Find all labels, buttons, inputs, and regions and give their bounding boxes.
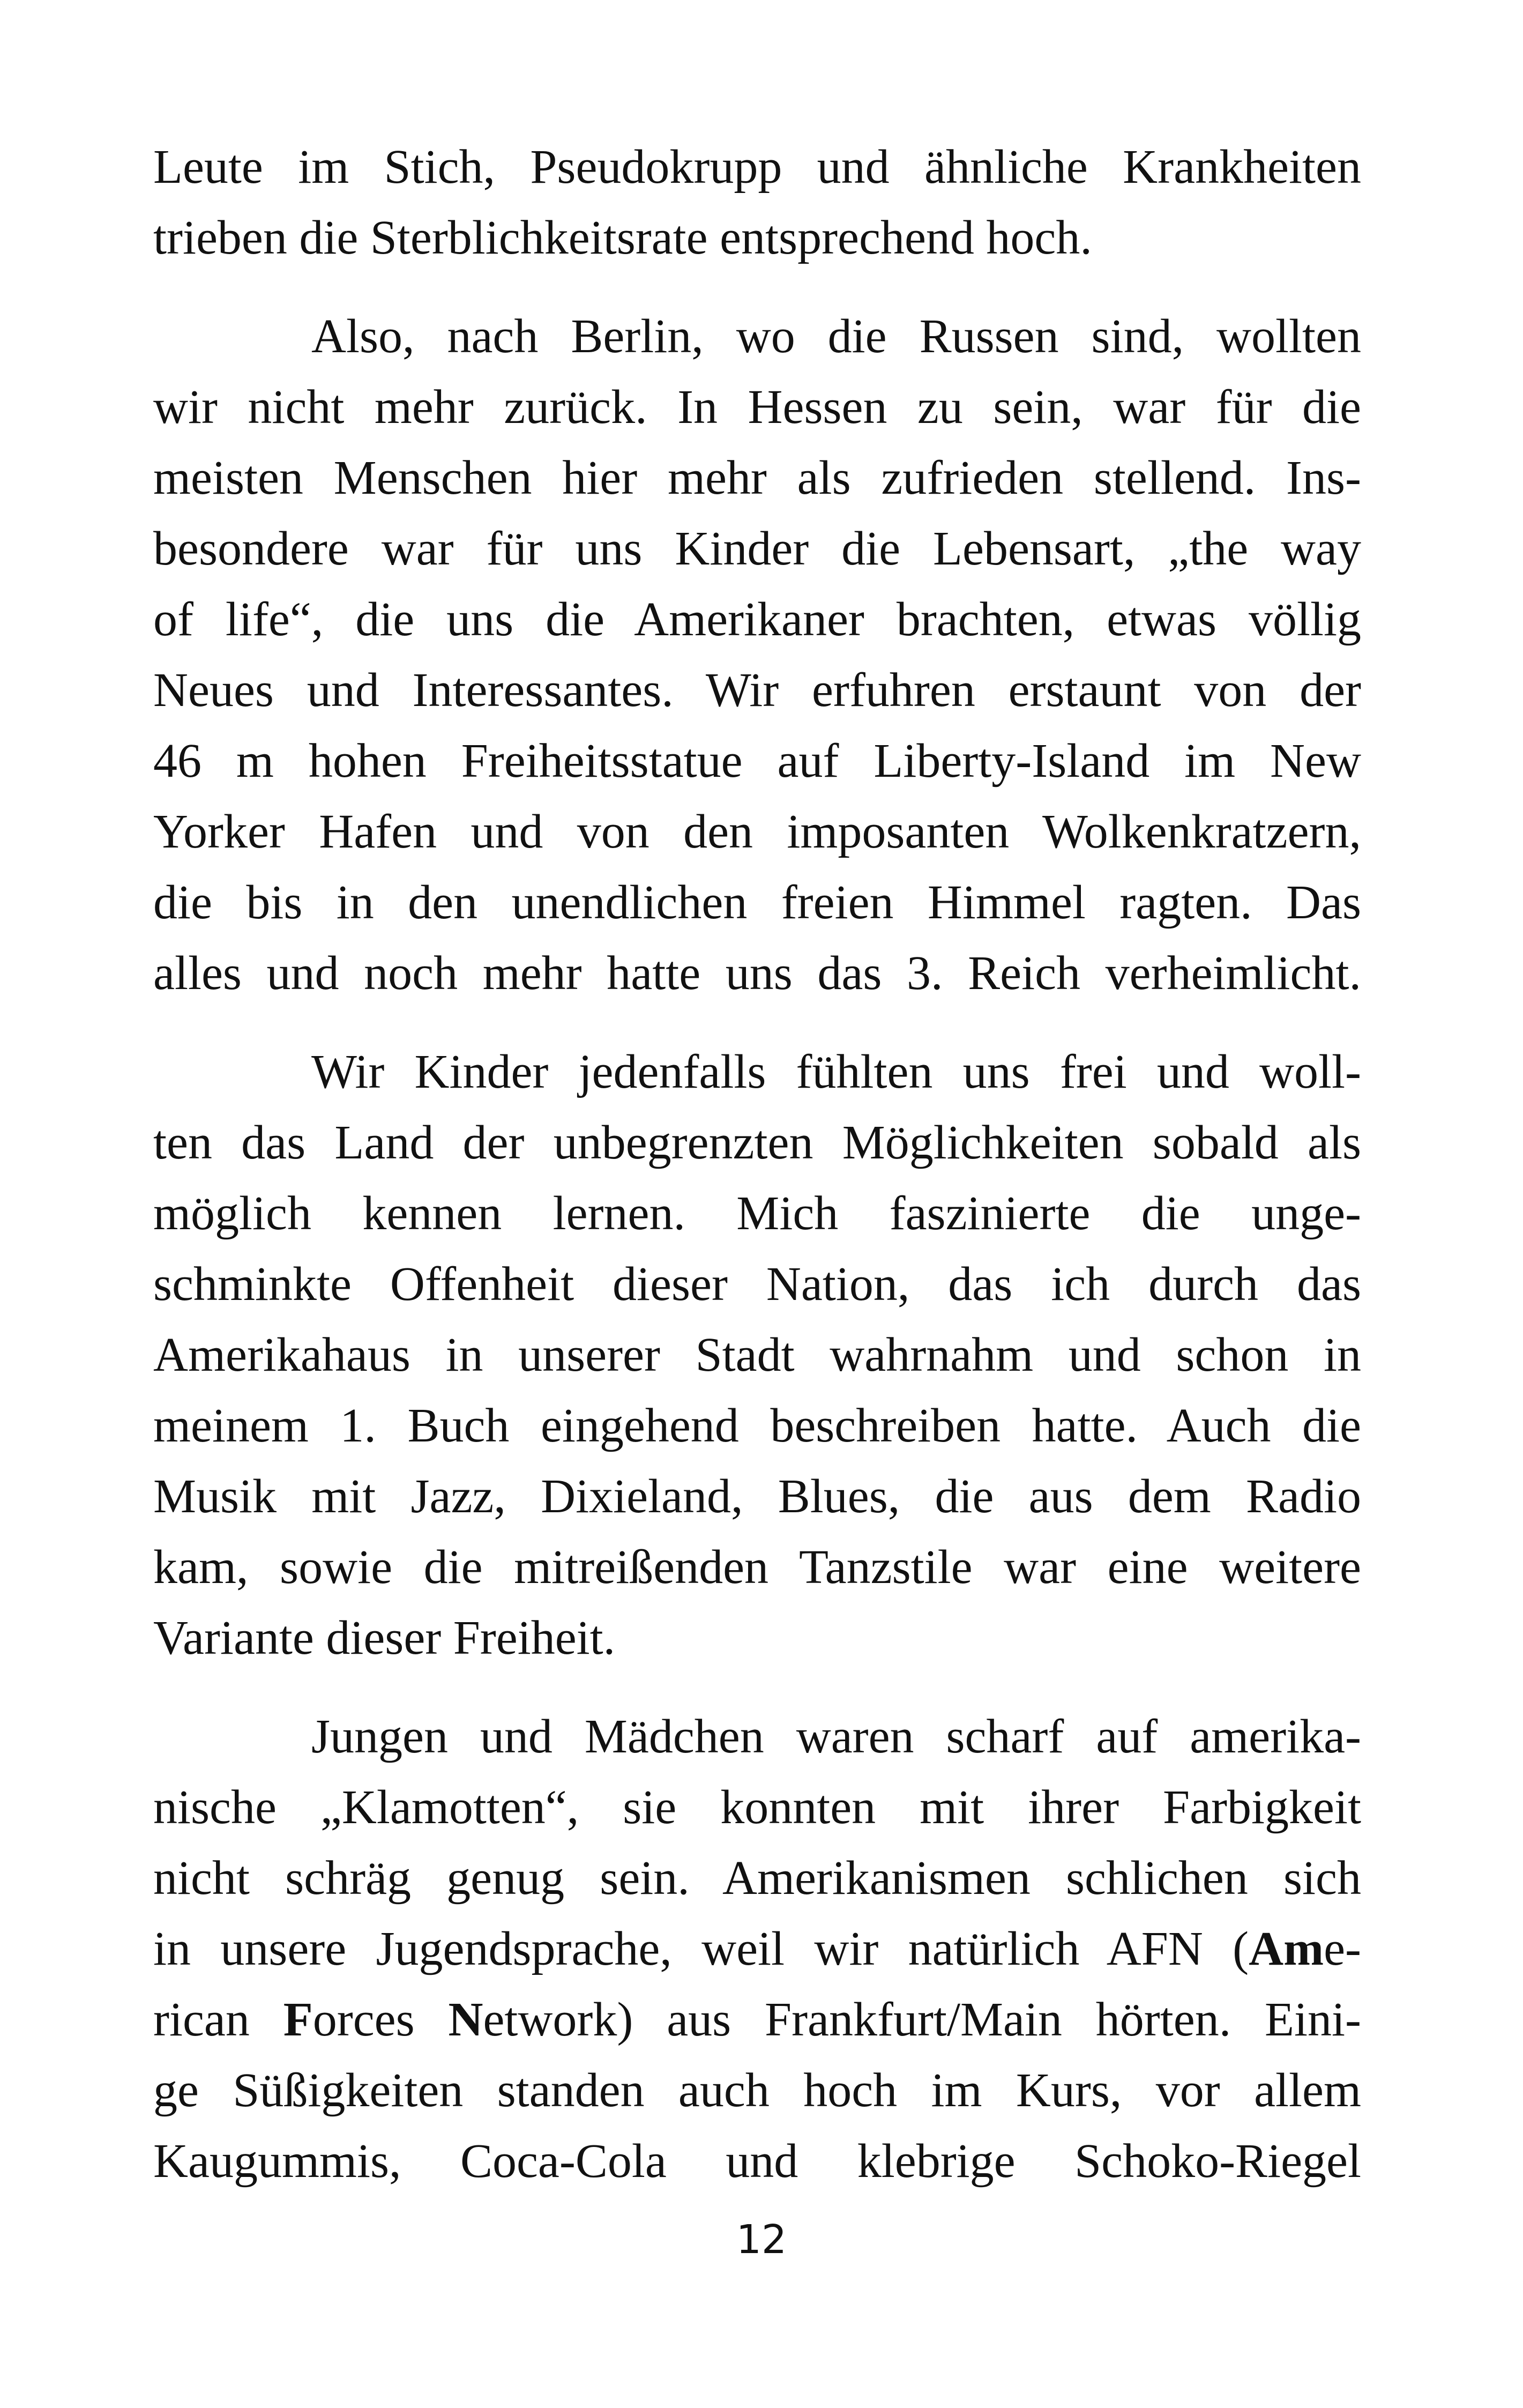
text-line [153, 1985, 1361, 2055]
text-line: meisten Menschen hier mehr als zufrieden stellend. Ins- [153, 451, 1361, 504]
text-line: Also, nach Berlin, wo die Russen sind, wollten [311, 310, 1361, 363]
bold-initial: F [283, 1993, 313, 2046]
paragraph-4 [153, 1701, 1361, 2197]
text-line: Wir Kinder jedenfalls fühlten uns frei und woll- [311, 1045, 1361, 1098]
text-line: Musik mit Jazz, Dixieland, Blues, die aus dem Radio [153, 1470, 1361, 1523]
text-line: meinem 1. Buch eingehend beschreiben hatte. Auch die [153, 1399, 1361, 1452]
paragraph-1 [153, 132, 1361, 273]
text-line: Kaugummis, Coca-Cola und klebrige Schoko-Riegel [153, 2135, 1361, 2188]
text-line: wir nicht mehr zurück. In Hessen zu sein, war für die [153, 381, 1361, 434]
text-line: 46 m hohen Freiheitsstatue auf Liberty-Island im New [153, 734, 1361, 787]
text-line: of life“, die uns die Amerikaner brachten, etwas völlig [153, 593, 1361, 646]
text-line: Jungen und Mädchen waren scharf auf amerika- [311, 1710, 1361, 1763]
text-segment: orces [312, 1993, 449, 2046]
text-segment: e- [1324, 1922, 1361, 1975]
text-line: Variante dieser Freiheit. [153, 1611, 616, 1664]
text-line: Neues und Interessantes. Wir erfuhren erstaunt von der [153, 664, 1361, 717]
document-page [153, 132, 1361, 2197]
text-segment: etwork) aus Frankfurt/Main hörten. Eini- [483, 1993, 1362, 2046]
text-line: nicht schräg genug sein. Amerikanismen schlichen sich [153, 1852, 1361, 1905]
bold-initial: Am [1249, 1922, 1324, 1975]
text-line: die bis in den unendlichen freien Himmel ragten. Das [153, 876, 1361, 929]
text-segment: in unsere Jugendsprache, weil wir natürlich AFN ( [153, 1922, 1249, 1975]
text-segment: rican [153, 1993, 283, 2046]
text-line: alles und noch mehr hatte uns das 3. Reich verheimlicht. [153, 947, 1361, 1000]
paragraph-3 [153, 1037, 1361, 1674]
text-line: kam, sowie die mitreißenden Tanzstile war eine weitere [153, 1541, 1361, 1594]
text-line: Leute im Stich, Pseudokrupp und ähnliche Krankheiten [153, 140, 1361, 194]
text-line [153, 1914, 1361, 1985]
page-number: 12 [736, 2217, 787, 2263]
text-line: trieben die Sterblichkeitsrate entsprechend hoch. [153, 211, 1092, 264]
paragraph-2 [153, 301, 1361, 1009]
text-line: Yorker Hafen und von den imposanten Wolkenkratzern, [153, 805, 1361, 858]
text-line: schminkte Offenheit dieser Nation, das ich durch das [153, 1258, 1361, 1311]
bold-initial: N [448, 1993, 483, 2046]
text-line: ge Süßigkeiten standen auch hoch im Kurs, vor allem [153, 2064, 1361, 2117]
text-line: nische „Klamotten“, sie konnten mit ihrer Farbigkeit [153, 1781, 1361, 1834]
text-line: besondere war für uns Kinder die Lebensart, „the way [153, 522, 1361, 575]
text-line: möglich kennen lernen. Mich faszinierte die unge- [153, 1187, 1361, 1240]
text-line: Amerikahaus in unserer Stadt wahrnahm und schon in [153, 1328, 1361, 1381]
text-line: ten das Land der unbegrenzten Möglichkeiten sobald als [153, 1116, 1361, 1169]
